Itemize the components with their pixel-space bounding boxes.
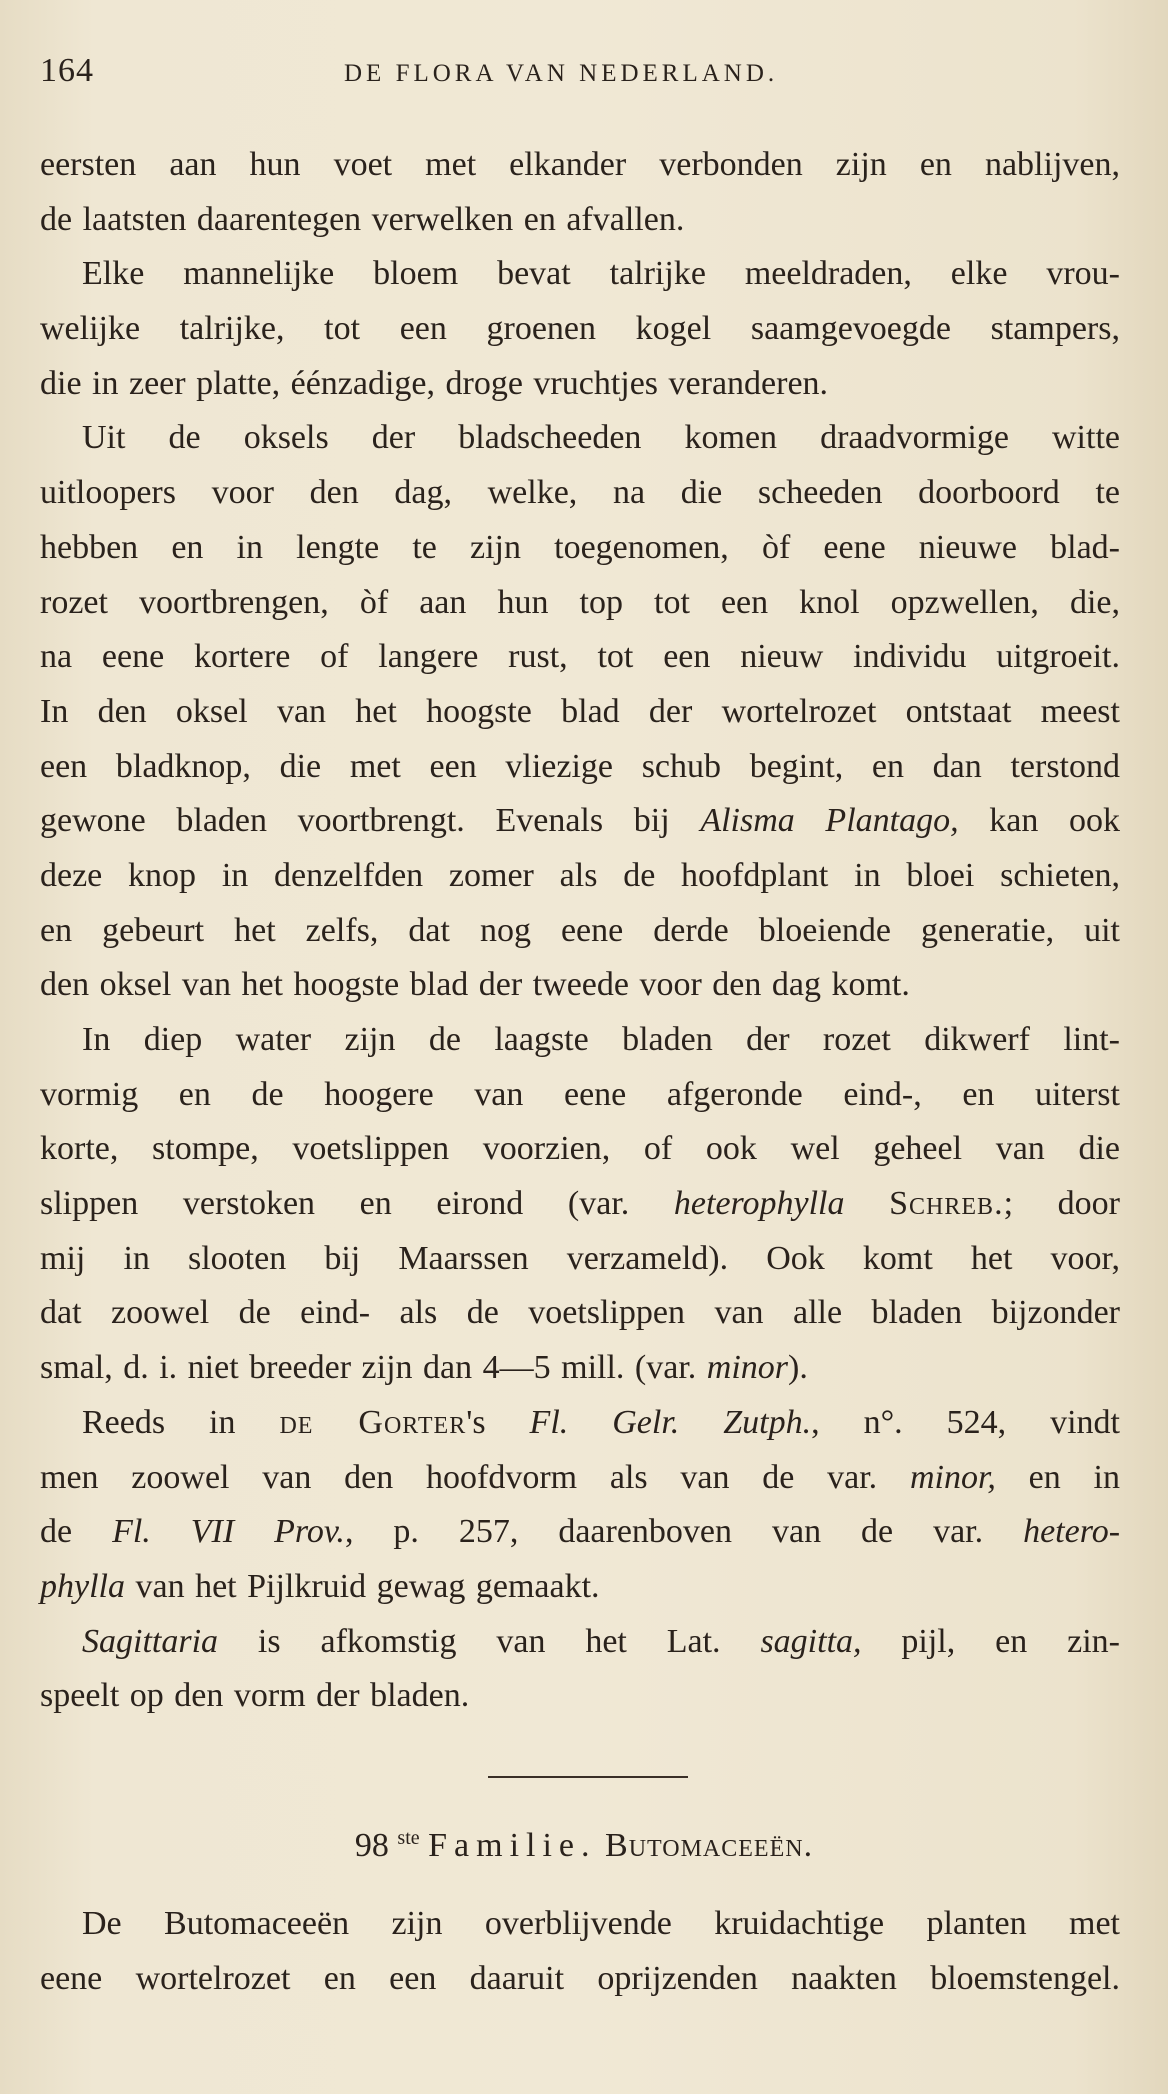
page-number: 164 [40, 52, 94, 89]
text-segment: is afkomstig van het Lat. [218, 1622, 761, 1660]
genus-name: Sagittaria [82, 1622, 219, 1660]
text-segment: en in [995, 1458, 1120, 1496]
text-line: dat zoowel de eind- als de voetslippen van alle bladen bijzonder [40, 1294, 1120, 1332]
section-number [355, 1827, 420, 1864]
text-line: In den oksel van het hoogste blad der wortelrozet ontstaat meest [40, 692, 1120, 730]
text-line: welijke talrijke, tot een groenen kogel saamgevoegde stampers, [40, 310, 1120, 348]
text-line [40, 1396, 1120, 1451]
text-line: korte, stompe, voetslippen voorzien, of ook wel geheel van die [40, 1130, 1120, 1168]
text-segment: slippen verstoken en eirond (var. [40, 1185, 674, 1223]
text-line: mij in slooten bij Maarssen verzameld). Ook komt het voor, [40, 1239, 1120, 1277]
latin-word: sagitta, [760, 1622, 862, 1660]
body-text [40, 138, 1120, 1724]
text-line: hebben en in lengte te zijn toegenomen, òf eene nieuwe blad- [40, 528, 1120, 566]
text-segment: Reeds in [82, 1403, 280, 1441]
text-segment: , p. 257, daarenboven van de var. [344, 1513, 1024, 1551]
text-line: Elke mannelijke bloem bevat talrijke meeldraden, elke vrou- [82, 255, 1120, 293]
text-line: de laatsten daarentegen verwelken en afvallen. [40, 200, 685, 238]
text-line: Uit de oksels der bladscheeden komen draadvormige witte [82, 419, 1120, 457]
page-header [40, 52, 1120, 102]
text-line: die in zeer platte, éénzadige, droge vruchtjes veranderen. [40, 364, 829, 402]
family-number: 98 [354, 1827, 389, 1864]
text-segment: de [40, 1513, 113, 1551]
text-segment: 's [466, 1403, 530, 1441]
variety-name: hetero- [1023, 1513, 1121, 1551]
species-name: Alisma Plantago, [700, 802, 959, 840]
text-segment: ). [788, 1349, 808, 1387]
family-label: Familie. [428, 1827, 597, 1864]
text-line: eene wortelrozet en een daaruit oprijzenden naakten bloemstengel. [40, 1959, 1120, 1997]
ordinal-suffix: ste [397, 1827, 420, 1849]
variety-name: heterophylla [673, 1185, 845, 1223]
text-line: uitloopers voor den dag, welke, na die scheeden doorboord te [40, 474, 1120, 512]
text-segment: van het Pijlkruid gewag gemaakt. [124, 1567, 600, 1605]
text-line [40, 1615, 1120, 1670]
work-title: Fl. Gelr. Zutph. [529, 1403, 812, 1441]
text-line: na eene kortere of langere rust, tot een nieuw individu uitgroeit. [40, 638, 1120, 676]
variety-name: minor, [909, 1458, 996, 1496]
text-line [40, 1341, 1120, 1396]
text-line [40, 1451, 1120, 1506]
text-segment: kan ook [958, 802, 1121, 840]
text-line [40, 1560, 1120, 1615]
work-title: Fl. VII Prov. [112, 1513, 345, 1551]
text-segment: pijl, en zin- [861, 1622, 1120, 1660]
author-name: Schreb. [889, 1185, 1004, 1223]
section-divider [488, 1776, 688, 1778]
text-line: eersten aan hun voet met elkander verbonden zijn en nablijven, [40, 146, 1120, 183]
text-segment: smal, d. i. niet breeder zijn dan 4—5 mill. (var. [40, 1349, 707, 1387]
section-heading [0, 1814, 1168, 1870]
text-segment: ; door [1003, 1185, 1120, 1223]
text-line: deze knop in denzelfden zomer als de hoofdplant in bloei schieten, [40, 856, 1120, 894]
text-line: In diep water zijn de laagste bladen der rozet dikwerf lint- [82, 1021, 1120, 1058]
family-name: Butomaceeën. [605, 1827, 814, 1864]
text-line: en gebeurt het zelfs, dat nog eene derde bloeiende generatie, uit [40, 911, 1120, 949]
author-name: de Gorter [279, 1403, 467, 1441]
text-segment: gewone bladen voortbrengt. Evenals bij [40, 802, 701, 840]
text-line: speelt op den vorm der bladen. [40, 1677, 470, 1715]
variety-name: phylla [40, 1567, 125, 1605]
text-segment: men zoowel van den hoofdvorm als van de var. [40, 1458, 910, 1496]
text-line [40, 794, 1120, 849]
text-line: De Butomaceeën zijn overblijvende kruidachtige planten met [82, 1905, 1120, 1942]
text-line [40, 1177, 1120, 1232]
text-line [40, 1505, 1120, 1560]
text-line: een bladknop, die met een vliezige schub begint, en dan terstond [40, 747, 1120, 785]
running-head: DE FLORA VAN NEDERLAND. [344, 60, 779, 87]
text-segment: , n°. 524, vindt [811, 1403, 1120, 1441]
variety-name: minor [706, 1349, 789, 1387]
text-line: rozet voortbrengen, òf aan hun top tot een knol opzwellen, die, [40, 583, 1120, 621]
text-line: den oksel van het hoogste blad der tweede voor den dag komt. [40, 966, 910, 1004]
text-line: vormig en de hoogere van eene afgeronde eind-, en uiterst [40, 1075, 1120, 1113]
section-body-text [40, 1897, 1120, 2006]
